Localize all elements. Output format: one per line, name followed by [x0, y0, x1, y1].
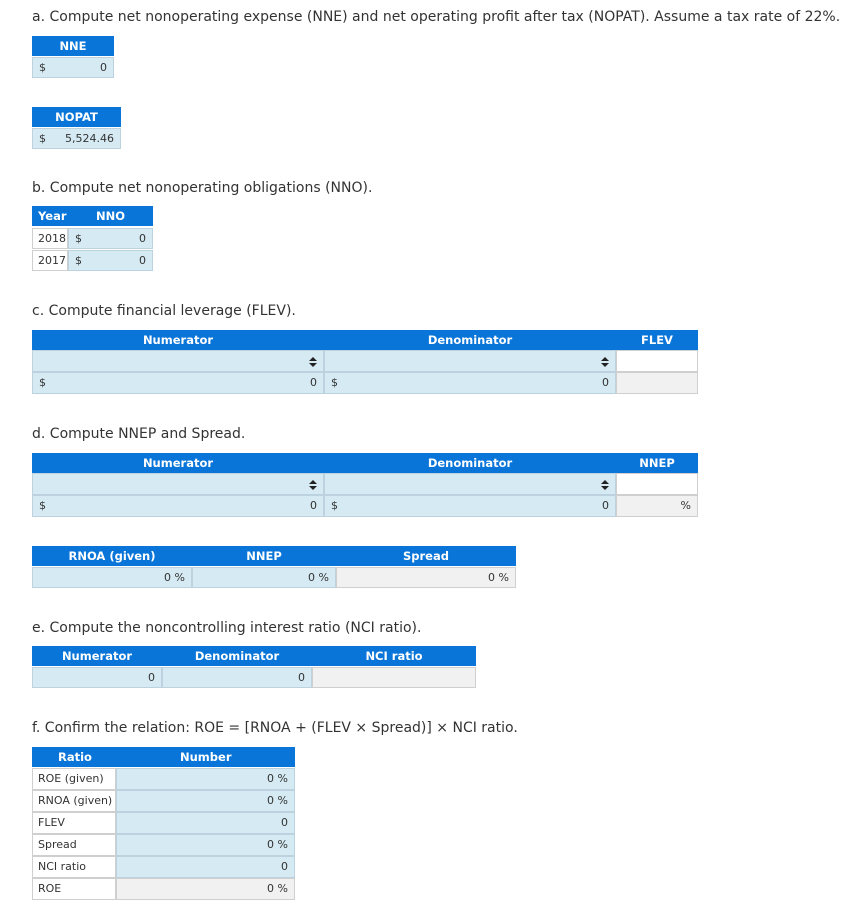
currency-symbol: $ [75, 232, 82, 245]
nopat-value: 5,524.46 [65, 132, 114, 145]
nnep-input[interactable] [616, 473, 698, 495]
rnoa-given-header: RNOA (given) [32, 546, 192, 566]
question-d: d. Compute NNEP and Spread. [32, 426, 246, 442]
number-input[interactable] [116, 790, 295, 812]
spread-result [336, 567, 516, 588]
nno-value: 0 [139, 232, 146, 245]
denominator-header: Denominator [324, 330, 616, 350]
denominator-value: 0 [602, 376, 609, 389]
numerator-value: 0 [310, 499, 317, 512]
flev-input[interactable] [616, 350, 698, 372]
nopat-header: NOPAT [32, 107, 121, 127]
nne-input[interactable] [32, 57, 114, 78]
denominator-select[interactable] [324, 350, 616, 372]
question-a: a. Compute net nonoperating expense (NNE) and net operating profit after tax (NOPAT). Assume a tax rate of 22%. [32, 9, 841, 25]
currency-symbol: $ [39, 132, 46, 145]
number-input[interactable] [116, 856, 295, 878]
currency-symbol: $ [39, 499, 46, 512]
updown-arrow-icon [309, 353, 317, 372]
currency-symbol: $ [39, 61, 46, 74]
question-b: b. Compute net nonoperating obligations (NNO). [32, 180, 373, 196]
numerator-select[interactable] [32, 350, 324, 372]
denominator-input[interactable]: 0 [162, 667, 312, 688]
nopat-input[interactable] [32, 128, 121, 149]
ratio-label: RNOA (given) [32, 790, 116, 812]
year-cell: 2018 [32, 228, 68, 249]
flev-result [616, 372, 698, 394]
nne-value: 0 [100, 61, 107, 74]
denominator-value: 0 [602, 499, 609, 512]
numerator-header: Numerator [32, 453, 324, 473]
updown-arrow-icon [601, 353, 609, 372]
nnep-header: NNEP [616, 453, 698, 473]
number-value: 0 [281, 860, 288, 873]
nnep-value: 0 % [308, 571, 329, 584]
numerator-input[interactable] [32, 372, 324, 394]
numerator-select[interactable] [32, 473, 324, 495]
spread-header: Spread [336, 546, 516, 566]
nci-ratio-header: NCI ratio [312, 646, 476, 666]
numerator-input[interactable] [32, 495, 324, 517]
number-input[interactable] [116, 834, 295, 856]
number-value: 0 [281, 816, 288, 829]
updown-arrow-icon [601, 476, 609, 495]
year-header: Year [32, 206, 68, 226]
ratio-header: Ratio [32, 747, 116, 767]
nno-2018-input[interactable] [68, 228, 153, 249]
question-c: c. Compute financial leverage (FLEV). [32, 303, 296, 319]
denominator-input[interactable] [324, 495, 616, 517]
numerator-header: Numerator [32, 330, 324, 350]
rnoa-given-value: 0 % [164, 571, 185, 584]
nci-ratio-result [312, 667, 476, 688]
ratio-label: Spread [32, 834, 116, 856]
number-header: Number [116, 747, 295, 767]
rnoa-given-input[interactable] [32, 567, 192, 588]
year-cell: 2017 [32, 250, 68, 271]
currency-symbol: $ [39, 376, 46, 389]
question-e: e. Compute the noncontrolling interest ratio (NCI ratio). [32, 620, 422, 636]
roe-result [116, 878, 295, 900]
numerator-value: 0 [310, 376, 317, 389]
nnep-result [616, 495, 698, 517]
number-value: 0 % [267, 838, 288, 851]
question-f: f. Confirm the relation: ROE = [RNOA + (FLEV × Spread)] × NCI ratio. [32, 720, 518, 736]
nne-header: NNE [32, 36, 114, 56]
percent-unit: % [680, 499, 691, 512]
ratio-label: ROE [32, 878, 116, 900]
nno-value: 0 [139, 254, 146, 267]
ratio-label: NCI ratio [32, 856, 116, 878]
number-value: 0 % [267, 772, 288, 785]
ratio-label: FLEV [32, 812, 116, 834]
numerator-input[interactable]: 0 [32, 667, 162, 688]
ratio-label: ROE (given) [32, 768, 116, 790]
number-value: 0 % [267, 794, 288, 807]
denominator-header: Denominator [324, 453, 616, 473]
denominator-select[interactable] [324, 473, 616, 495]
number-input[interactable] [116, 812, 295, 834]
number-value: 0 % [267, 882, 288, 895]
denominator-header: Denominator [162, 646, 312, 666]
flev-header: FLEV [616, 330, 698, 350]
currency-symbol: $ [331, 499, 338, 512]
currency-symbol: $ [75, 254, 82, 267]
denominator-input[interactable] [324, 372, 616, 394]
nnep-input[interactable] [192, 567, 336, 588]
number-input[interactable] [116, 768, 295, 790]
currency-symbol: $ [331, 376, 338, 389]
nno-2017-input[interactable] [68, 250, 153, 271]
nno-header: NNO [68, 206, 153, 226]
numerator-header: Numerator [32, 646, 162, 666]
spread-value: 0 % [488, 571, 509, 584]
nnep-header: NNEP [192, 546, 336, 566]
updown-arrow-icon [309, 476, 317, 495]
